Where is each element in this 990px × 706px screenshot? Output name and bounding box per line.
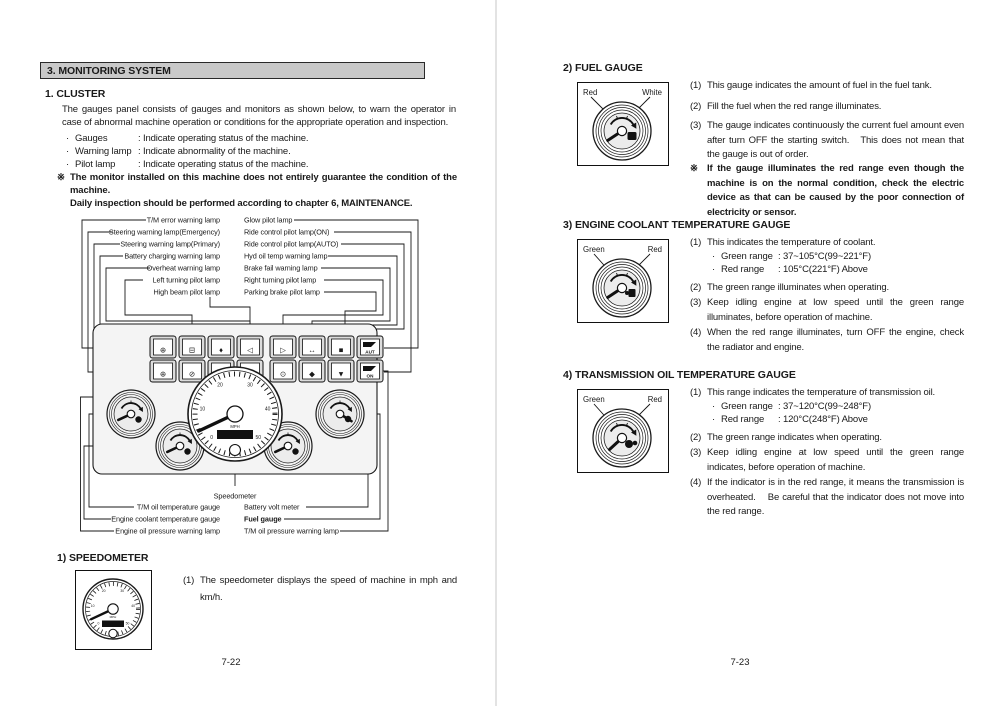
bullet-term: Gauges [75, 133, 108, 144]
thermometer-icon [629, 289, 636, 297]
bullet-desc: : Indicate operating status of the machine. [138, 159, 309, 171]
bullet-term: Pilot lamp [75, 159, 116, 171]
trans-item-2 [690, 431, 964, 446]
item-text: This indicates the temperature of coolant. [707, 237, 876, 248]
bullet-desc: : Indicate abnormality of the machine. [138, 146, 291, 158]
range-desc: : 37~120°C(99~248°F) [778, 401, 871, 412]
lamp-icon: ■ [338, 345, 344, 355]
trans-item-3 [690, 446, 967, 475]
item-text: Keep idling engine at low speed until the green range indicates, before operation of machine. [707, 447, 967, 473]
callout-label: Brake fail warning lamp [244, 263, 318, 273]
page-divider [495, 0, 497, 706]
cluster-note [57, 171, 457, 197]
lamp-icon: ON [366, 373, 374, 379]
callout-label: Right turning pilot lamp [244, 275, 317, 285]
warning-lamp [328, 336, 354, 358]
section-banner [40, 62, 425, 79]
lamp-icon: ⊟ [188, 345, 196, 355]
speedo-number: 20 [101, 589, 106, 593]
item-number: (2) [690, 432, 702, 443]
lamp-icon: ▼ [337, 369, 345, 379]
item-number: (1) [690, 80, 702, 91]
range-term: Red range [721, 264, 765, 276]
warning-lamp [179, 336, 205, 358]
coolant-gauge-image-box [577, 239, 669, 323]
pilot-lamp [270, 360, 296, 382]
cluster-figure [80, 207, 490, 545]
item-number: (4) [690, 327, 702, 338]
callout-label: High beam pilot lamp [153, 287, 220, 297]
speedometer-image-box [75, 570, 152, 650]
callout-label: Battery volt meter [244, 502, 300, 512]
trans-gauge-heading: 4) TRANSMISSION OIL TEMPERATURE GAUGE [563, 369, 796, 381]
item-number: (3) [690, 120, 702, 131]
range-dot: · [712, 264, 716, 276]
trip-reset-knob [230, 445, 241, 456]
note-marker: ※ [690, 163, 698, 174]
callout-label: T/M oil pressure warning lamp [244, 526, 339, 536]
fuel-gauge-heading: 2) FUEL GAUGE [563, 62, 643, 74]
coolant-gauge-image [578, 240, 667, 321]
callout-label: Left turning pilot lamp [152, 275, 220, 285]
gauge-range-label-left: Green [583, 395, 605, 404]
bullet-desc: : Indicate operating status of the machine. [138, 133, 309, 144]
range-desc: : 105°C(221°F) Above [778, 264, 868, 276]
ride-control-auto-lamp [357, 336, 383, 358]
speedo-number: 20 [217, 382, 223, 389]
callout-label: Parking brake pilot lamp [244, 287, 320, 297]
coolant-item-1 [690, 236, 964, 251]
lamp-icon: ⊙ [279, 369, 287, 379]
coolant-item-3 [690, 296, 967, 325]
lamp-icon: AUT [365, 349, 375, 355]
fuel-gauge [316, 390, 364, 438]
trans-gauge-image [578, 390, 667, 471]
fuel-gauge-image-box [577, 82, 669, 166]
callout-label: Engine coolant temperature gauge [111, 514, 220, 524]
item-text: This gauge indicates the amount of fuel in the fuel tank. [707, 80, 932, 91]
lamp-icon: ⊕ [159, 345, 167, 355]
callout-label: Overheat warning lamp [146, 263, 220, 273]
callout-label: Steering warning lamp(Primary) [120, 239, 220, 249]
pilot-lamp [328, 360, 354, 382]
trans-item-4 [690, 476, 967, 520]
range-term: Green range [721, 401, 773, 412]
lamp-icon: ◆ [309, 369, 315, 379]
item-number: (1) [183, 575, 195, 586]
note-marker: ※ [57, 172, 65, 183]
gauge-range-label-right: White [642, 88, 662, 97]
speedo-number: 30 [247, 382, 253, 389]
range-desc: : 37~105°C(99~221°F) [778, 251, 871, 262]
cluster-callouts-top [109, 216, 338, 297]
bullet-term: Warning lamp [75, 146, 132, 158]
callout-label: Speedometer [213, 491, 257, 501]
item-text: Keep idling engine at low speed until the green range illuminates, before operation of machine. [707, 297, 967, 323]
speedo-number: 10 [199, 406, 206, 413]
bullet-dot: · [66, 159, 70, 171]
item-text: When the red range illuminates, turn OFF the engine, check the radiator and engine. [707, 327, 967, 353]
item-number: (3) [690, 297, 702, 308]
section-banner-title: 3. MONITORING SYSTEM [47, 64, 171, 77]
fuel-pump-icon [628, 132, 637, 140]
fuel-note [690, 162, 967, 220]
speedometer-gauge [188, 367, 282, 461]
trans-ranges [712, 400, 871, 426]
trans-gauge-image-box [577, 389, 669, 473]
speedo-number: 0 [210, 434, 214, 441]
cluster-callouts-bottom [111, 492, 339, 536]
callout-label-fuel-gauge: Fuel gauge [244, 514, 282, 524]
callout-label: T/M oil temperature gauge [136, 502, 220, 512]
item-number: (2) [690, 282, 702, 293]
speedo-unit: MPH [109, 615, 117, 619]
note-text: If the gauge illuminates the red range even though the machine is on the normal condition, check the electric device as that can be caused by the poor connection of electricity or sensor. [707, 163, 967, 218]
lamp-icon: ▷ [280, 345, 286, 355]
bullet-warning-lamp [66, 145, 308, 158]
note-text-1: The monitor installed on this machine does not entirely guarantee the condition of the machine. [70, 172, 457, 197]
lamp-icon: ◁ [247, 345, 253, 355]
callout-label: Glow pilot lamp [244, 215, 293, 225]
bullet-pilot-lamp [66, 158, 308, 171]
item-text: The gauge indicates continuously the current fuel amount even after turn OFF the starting switch. This does not mean that the gauge is out of order. [707, 120, 967, 160]
speedo-number: 40 [131, 604, 136, 608]
callout-label: Hyd oil temp warning lamp [244, 251, 328, 261]
fuel-item-3 [690, 119, 967, 163]
trans-item-1 [690, 386, 964, 401]
callout-label: Steering warning lamp(Emergency) [108, 227, 220, 237]
range-dot: · [712, 251, 716, 262]
tm-oil-temperature-gauge [107, 390, 155, 438]
callout-label: T/M error warning lamp [146, 215, 220, 225]
warning-lamp [208, 336, 234, 358]
warning-lamp [179, 360, 205, 382]
item-number: (3) [690, 447, 702, 458]
item-text: This range indicates the temperature of transmission oil. [707, 387, 936, 398]
range-dot: · [712, 401, 716, 412]
coolant-ranges [712, 250, 871, 276]
item-number: (1) [690, 387, 702, 398]
pilot-lamp [237, 336, 263, 358]
item-text: The green range illuminates when operating. [707, 282, 889, 293]
page-number-left: 7-22 [221, 657, 241, 668]
range-row [712, 263, 871, 276]
item-text: Fill the fuel when the red range illuminates. [707, 101, 882, 112]
speedo-number: 50 [125, 621, 130, 626]
speedo-number: 30 [120, 589, 125, 593]
cluster-heading: 1. CLUSTER [45, 88, 106, 100]
speedo-number: 10 [90, 604, 95, 608]
fuel-item-2 [690, 100, 964, 115]
callout-label: Ride control pilot lamp(AUTO) [244, 239, 339, 249]
range-dot: · [712, 414, 716, 426]
speedometer-heading: 1) SPEEDOMETER [57, 552, 149, 564]
odometer [217, 430, 253, 439]
range-desc: : 120°C(248°F) Above [778, 414, 868, 426]
fuel-gauge-image [578, 83, 667, 164]
fuel-item-1 [690, 79, 964, 94]
pilot-lamp [299, 336, 325, 358]
note-text-2: Daily inspection should be performed according to chapter 6, MAINTENANCE. [70, 198, 413, 209]
range-term: Red range [721, 414, 765, 426]
page-number-right: 7-23 [730, 657, 750, 668]
speedo-number: 0 [97, 621, 100, 626]
bullet-dot: · [66, 133, 70, 144]
item-number: (2) [690, 101, 702, 112]
odometer [102, 621, 124, 628]
cluster-bullet-list [66, 132, 308, 172]
range-row [712, 250, 871, 263]
lamp-icon: ⊘ [188, 369, 196, 379]
warning-lamp [150, 336, 176, 358]
speedo-number: 50 [255, 434, 262, 441]
coolant-item-2 [690, 281, 964, 296]
bullet-dot: · [66, 146, 70, 158]
speedometer-image [76, 571, 150, 648]
coolant-gauge-heading: 3) ENGINE COOLANT TEMPERATURE GAUGE [563, 219, 791, 231]
pilot-lamp [299, 360, 325, 382]
speedo-unit: MPH [230, 424, 240, 429]
item-text: The speedometer displays the speed of machine in mph and km/h. [200, 575, 460, 603]
bullet-gauges [66, 132, 308, 145]
speedo-number: 40 [264, 406, 271, 413]
warning-lamp [150, 360, 176, 382]
item-number: (1) [690, 237, 702, 248]
lamp-icon: ♦ [219, 345, 223, 355]
callout-label: Engine oil pressure warning lamp [115, 526, 220, 536]
gauge-range-label-right: Red [647, 395, 662, 404]
callout-label: Ride control pilot lamp(ON) [244, 227, 330, 237]
gauge-range-label-left: Red [583, 88, 598, 97]
range-row [712, 413, 871, 426]
gauge-range-label-right: Red [647, 245, 662, 254]
range-row [712, 400, 871, 413]
lamp-icon: ⊕ [159, 369, 167, 379]
gauge-range-label-left: Green [583, 245, 605, 254]
cluster-intro: The gauges panel consists of gauges and monitors as shown below, to warn the operator in case of abnormal machine operation or conditions for the appropriate operation and inspection. [62, 104, 456, 129]
speedometer-item-1 [183, 572, 460, 606]
oil-temp-icon [625, 440, 633, 448]
item-number: (4) [690, 477, 702, 488]
item-text: If the indicator is in the red range, it means the transmission is overheated. Be careful that the indicator does not move into the red range. [707, 477, 967, 517]
item-text: The green range indicates when operating. [707, 432, 882, 443]
lamp-icon: ↔ [308, 345, 316, 355]
pilot-lamp [270, 336, 296, 358]
range-term: Green range [721, 251, 773, 262]
coolant-item-4 [690, 326, 967, 355]
ride-control-on-lamp [357, 360, 383, 382]
callout-label: Battery charging warning lamp [124, 251, 220, 261]
